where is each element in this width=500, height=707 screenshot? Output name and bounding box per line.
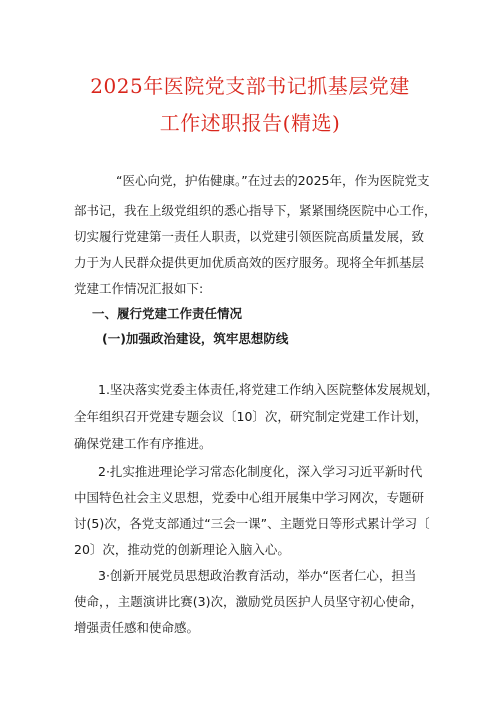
item1-line: 1.坚决落实党委主体责任,将党建工作纳入医院整体发展规划， <box>98 382 439 397</box>
item2-line: 20〕次，推动党的创新理论入脑入心。 <box>74 542 290 557</box>
intro-line: “医心向党，护佑健康。”在过去的2025年，作为医院党支 <box>116 173 430 188</box>
intro-line: 切实履行党建第一责任人职责，以党建引领医院高质量发展，致 <box>74 229 425 244</box>
document-title-line-2: 工作述职报告(精选) <box>159 111 341 135</box>
document-title-line-1: 2025年医院党支部书记抓基层党建 <box>90 74 410 98</box>
item2-line: 讨(5)次，各党支部通过“三会一课”、主题党日等形式累计学习〔 <box>74 516 430 531</box>
item1-line: 确保党建工作有序推进。 <box>74 436 212 451</box>
item2-line: 2·扎实推进理论学习常态化制度化，深入学习习近平新时代 <box>98 464 423 479</box>
item3-line: 3·创新开展党员思想政治教育活动，举办“医者仁心，担当 <box>98 568 417 583</box>
intro-line: 党建工作情况汇报如下: <box>74 281 204 296</box>
subsection-heading: (一)加强政治建设，筑牢思想防线 <box>102 331 289 346</box>
item3-line: 使命，，主题演讲比赛(3)次，激励党员医护人员坚守初心使命， <box>74 594 423 609</box>
intro-line: 力于为人民群众提供更加优质高效的医疗服务。现将全年抓基层 <box>74 255 425 270</box>
item2-line: 中国特色社会主义思想，党委中心组开展集中学习网次，专题研 <box>74 490 425 505</box>
section-heading: 一、履行党建工作责任情况 <box>92 306 243 321</box>
item1-line: 全年组织召开党建专题会议〔10〕次，研究制定党建工作计划， <box>74 409 428 424</box>
item3-line: 增强责任感和使命感。 <box>74 620 200 635</box>
intro-line: 部书记，我在上级党组织的悉心指导下，紧紧围绕医院中心工作， <box>74 203 437 218</box>
